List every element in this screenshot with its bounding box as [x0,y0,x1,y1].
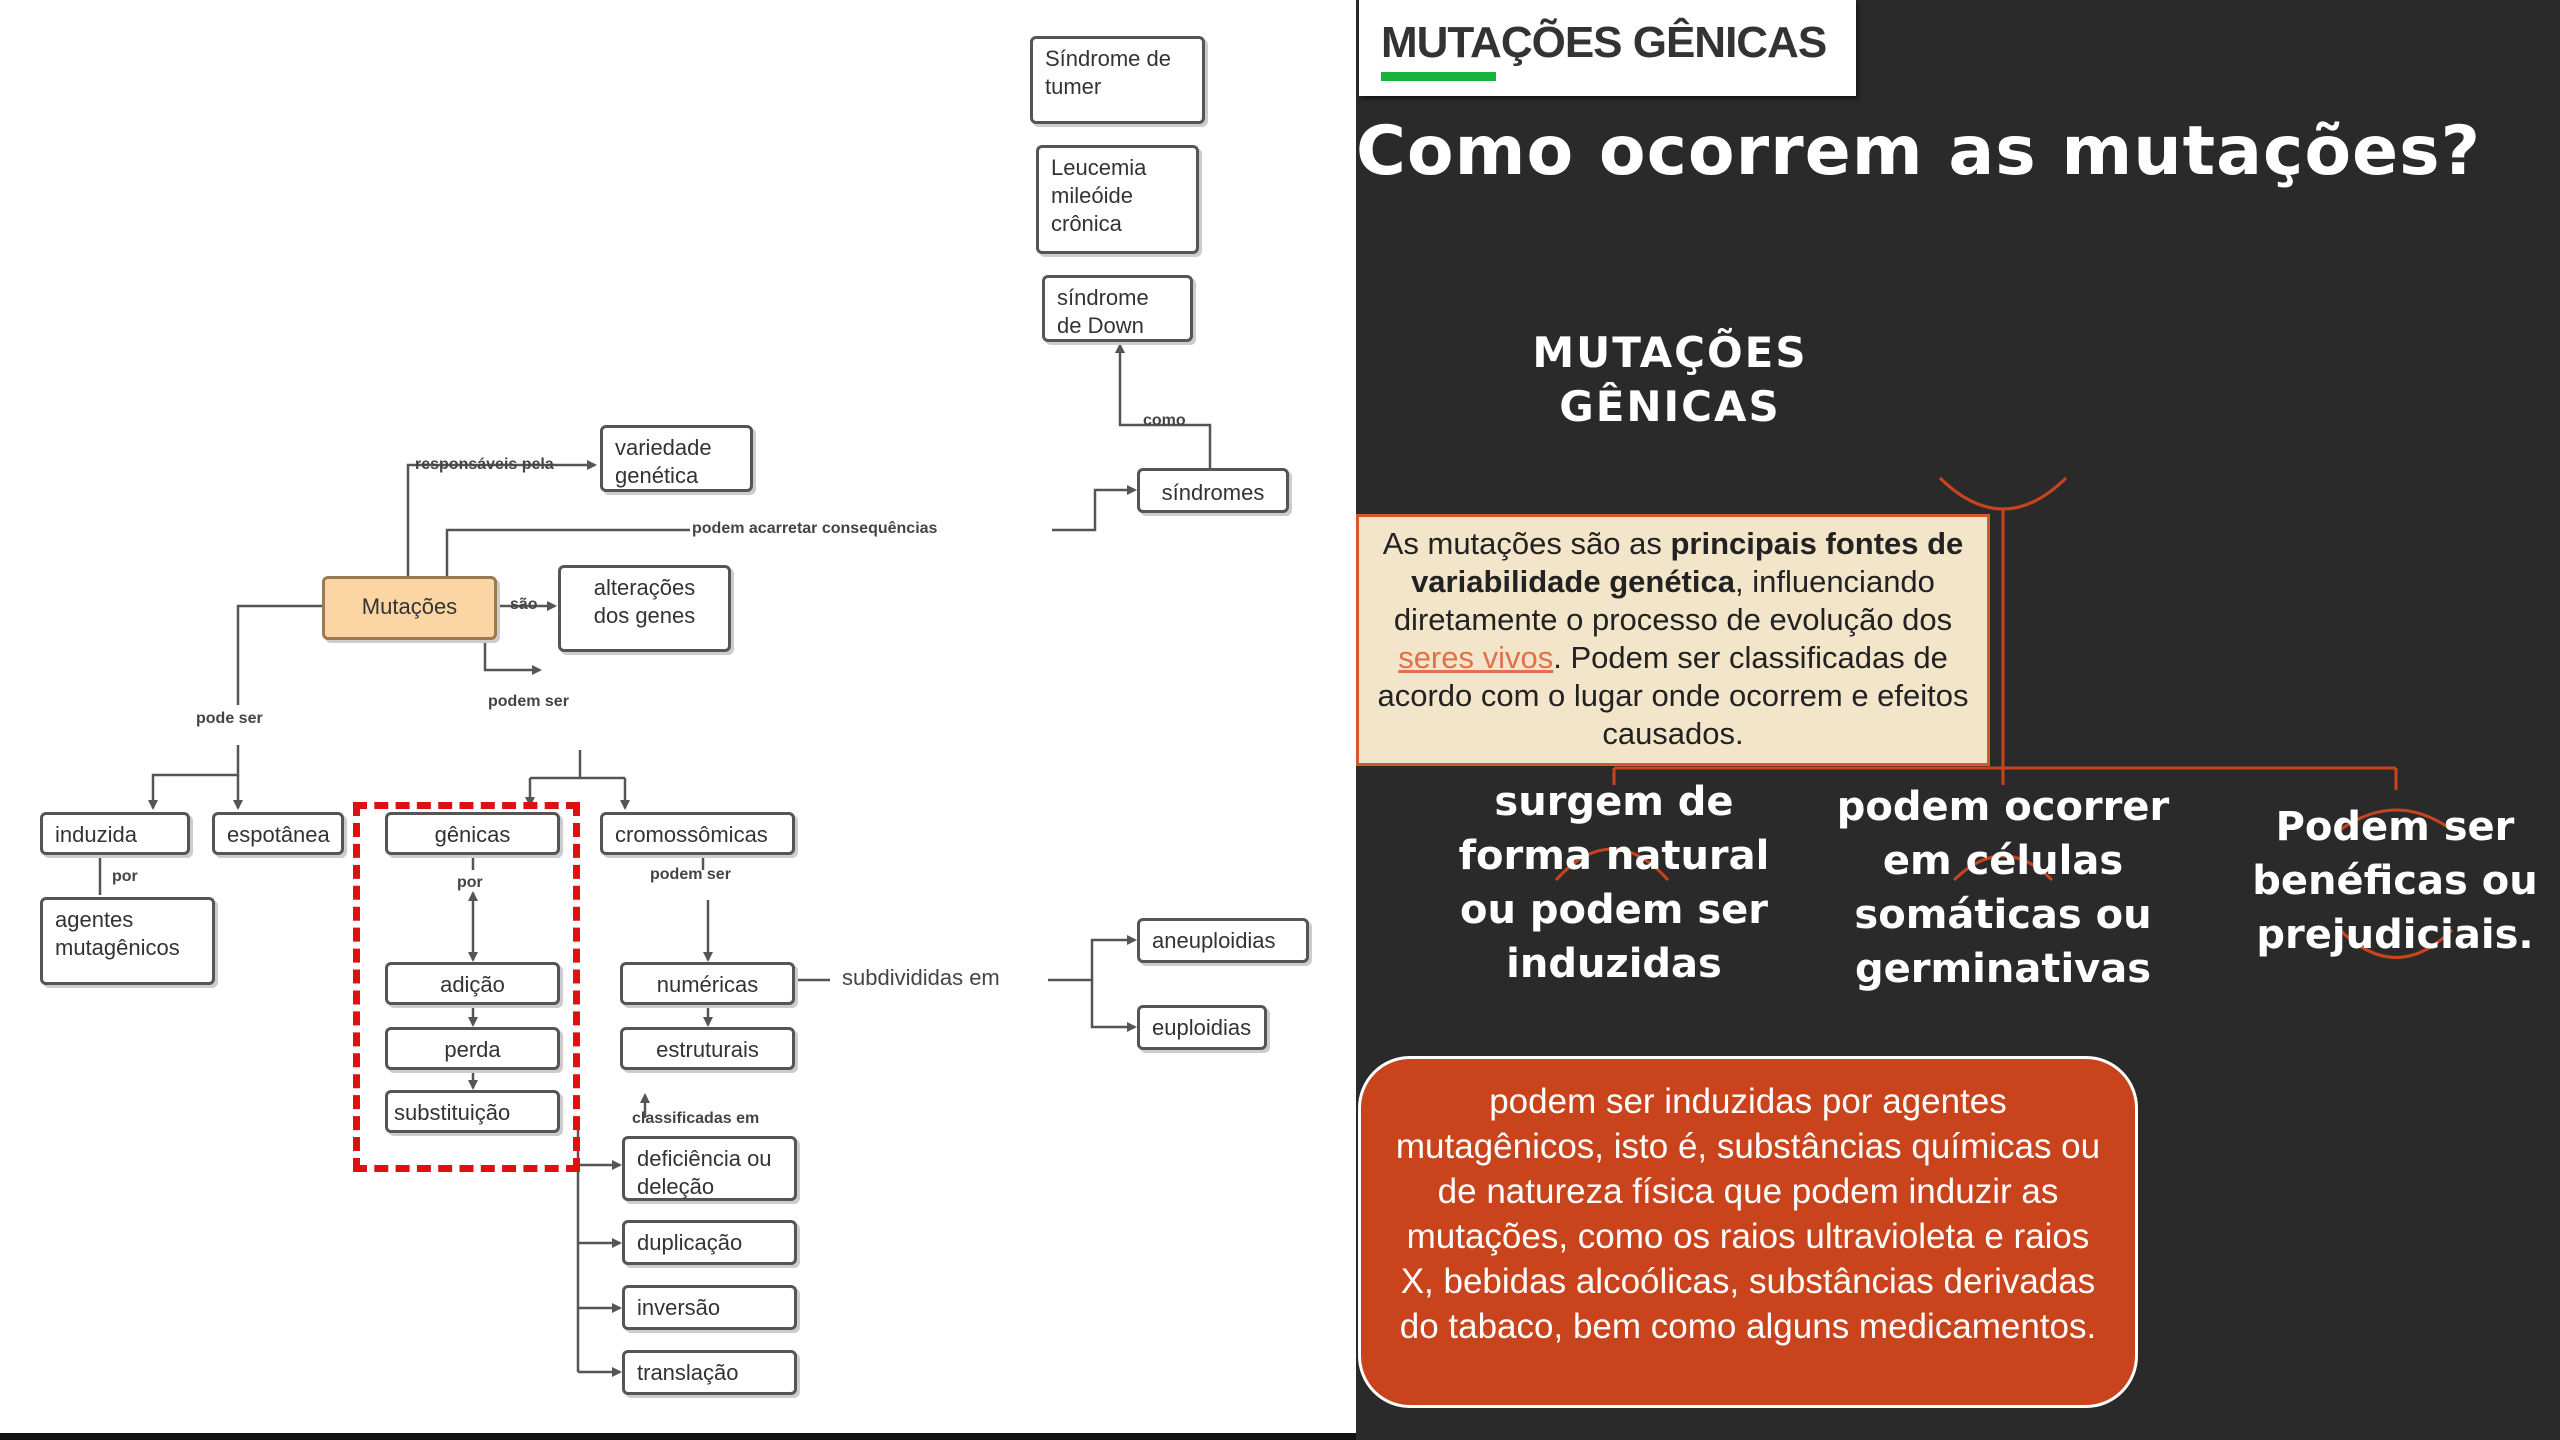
node-perda: perda [385,1027,560,1070]
node-alteracoes: alterações dos genes [558,565,731,652]
node-leucemia: Leucemia mileóide crônica [1036,145,1199,254]
node-substituicao: substituição [385,1090,560,1133]
section-tag-text: MUTAÇÕES GÊNICAS [1381,18,1827,67]
label-por-induzida: por [112,868,138,885]
node-genicas: gênicas [385,812,560,855]
info-text-3: . Podem ser classificadas de acordo com o lugar onde ocorrem e efeitos causados. [1377,640,1969,751]
slide-headline: Como ocorrem as mutações? [1356,112,2482,191]
node-agentes: agentes mutagênicos [40,897,215,985]
node-sindrome-turner: Síndrome de tumer [1030,36,1205,124]
root-concept [1500,326,1840,434]
label-podem-ser-crom: podem ser [650,866,731,883]
label-responsaveis: responsáveis pela [415,456,554,473]
info-text-1: As mutações são as [1382,526,1671,561]
node-deficiencia: deficiência ou deleção [622,1136,797,1201]
node-adicao: adição [385,962,560,1005]
label-podem-ser: podem ser [488,693,569,710]
root-line-2: GÊNICAS [1559,382,1781,431]
branch-somaticas-germinativas: podem ocorrer em células somáticas ou germinativas [1836,784,2170,992]
info-box [1356,514,1990,766]
label-como: como [1143,412,1186,429]
label-consequencias: podem acarretar consequências [692,520,938,537]
label-sao: são [510,596,538,613]
node-aneuploidias: aneuploidias [1137,918,1309,963]
node-duplicacao: duplicação [622,1220,797,1265]
node-numericas: numéricas [620,962,795,1005]
label-subdivididas: subdivididas em [842,965,1000,990]
node-mutacoes: Mutações [322,576,497,640]
detail-box: podem ser induzidas por agentes mutagênicos, isto é, substâncias químicas ou de natureza física que podem induzir as mutações, como os raios ultravioleta e raios X, bebidas alcoólicas, substâncias derivadas do tabaco, bem como alguns medicamentos. [1358,1056,2138,1408]
node-cromossomicas: cromossômicas [600,812,795,855]
node-variedade: variedade genética [600,425,753,492]
root-line-1: MUTAÇÕES [1532,328,1808,377]
label-classificadas: classificadas em [632,1110,760,1127]
node-translacao: translação [622,1350,797,1395]
info-link-seres-vivos[interactable]: seres vivos [1398,640,1554,675]
label-por-genicas: por [457,874,483,891]
info-bold: principais fontes de variabilidade genética [1411,526,1964,599]
node-sindrome-down: síndrome de Down [1042,275,1193,342]
branch-beneficas-prejudiciais: Podem ser benéficas ou prejudiciais. [2252,804,2538,958]
node-espontanea: espotânea [212,812,344,855]
label-pode-ser: pode ser [196,710,263,727]
node-induzida: induzida [40,812,190,855]
node-inversao: inversão [622,1285,797,1330]
info-text-2: , influenciando diretamente o processo de evolução dos [1393,564,1953,637]
branch-natural-induzidas: surgem de forma natural ou podem ser induzidas [1458,779,1770,987]
node-estruturais: estruturais [620,1027,795,1070]
node-sindromes: síndromes [1137,468,1289,513]
node-euploidias: euploidias [1137,1005,1267,1050]
